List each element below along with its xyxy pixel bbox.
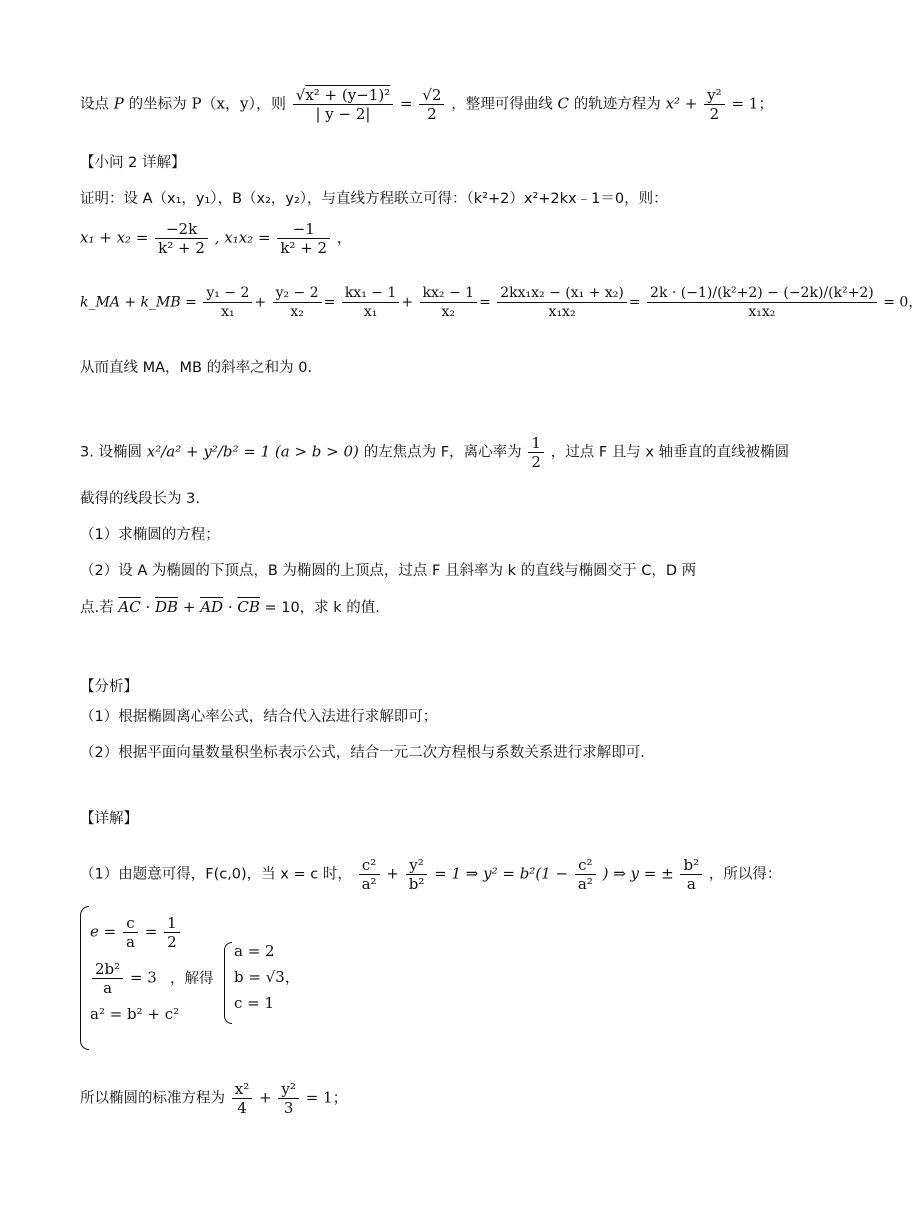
slope-sum-equation: k_MA + k_MB = $\frac{\text{y₁ − 2}}{\text{x₁}}$ + $\frac{\text{y₂ − 2}}{\text{x₂}}$ = $\frac{\text{kx₁ − 1}}{\text{x₁}}$ + $\frac{\text{kx₂ − 1}}{\text{x₂}}$ = $\frac{\text{2kx₁x₂ − (x₁ + x₂)}}{\text{x₁x₂}}$ = $\frac{\text{2k · (−1)/(k²+2) − (−2k)/(k²+2)}}{\text{x₁x₂}}$ = 0， <box>80 285 922 320</box>
solve-label: ，解得 <box>170 971 214 987</box>
question-2: （2）设 A 为椭圆的下顶点，B 为椭圆的上顶点，过点 F 且斜率为 k 的直线与椭圆交于 C，D 两 <box>80 563 697 579</box>
solution-a: a = 2 <box>234 942 275 960</box>
section-heading: 【小问 2 详解】 <box>80 155 186 171</box>
math-var: P <box>113 94 124 113</box>
analysis-1: （1）根据椭圆离心率公式，结合代入法进行求解即可； <box>80 709 438 725</box>
text: 的轨迹方程为 <box>573 96 661 113</box>
eccentricity-fraction: $\frac{1}{2}$ <box>528 434 544 471</box>
analysis-heading: 【分析】 <box>80 679 138 695</box>
fraction: $\frac{c}{a}$ <box>123 914 138 951</box>
standard-equation-line: 所以椭圆的标准方程为 $\frac{\text{x²}}{4}$ + $\frac{\text{y²}}{3}$ = 1； <box>80 1080 348 1117</box>
fraction-denominator: | y − 2| <box>315 105 371 123</box>
vector-AD: $\overline{AD}$ <box>200 598 224 616</box>
fraction: $\frac{\text{2k · (−1)/(k²+2) − (−2k)/(k²+2)}}{\text{x₁x₂}}$ <box>647 284 877 321</box>
question-1: （1）求椭圆的方程； <box>80 527 220 543</box>
fraction: $\frac{\text{c²}}{\text{a²}}$ <box>575 856 596 893</box>
text: 设点 <box>80 96 109 113</box>
fraction: $\frac{\text{kx₁ − 1}}{\text{x₁}}$ <box>342 284 400 321</box>
fraction: $\frac{\text{y²}}{3}$ <box>278 1080 299 1117</box>
system-line-1: e = $\frac{c}{a}$ = $\frac{1}{2}$ <box>90 914 182 951</box>
question-2-vector-condition: 点.若 $\overline{AC} \cdot \overline{DB} + \overline{AD} \cdot \overline{CB} = 10$，求 k 的值. <box>80 598 380 616</box>
math-text: x² + <box>665 94 698 113</box>
fraction: $\frac{\text{b²}}{a}$ <box>680 856 702 893</box>
ellipse-equation: x²/a² + y²/b² = 1 (a > b > 0) <box>146 442 359 461</box>
fraction: $\frac{\text{2b²}}{a}$ <box>92 960 123 997</box>
math-op: = <box>399 94 413 113</box>
conclusion-line: 从而直线 MA，MB 的斜率之和为 0. <box>80 360 313 376</box>
fraction: $\frac{\text{y₂ − 2}}{\text{x₂}}$ <box>273 284 322 321</box>
radical-fraction <box>293 86 393 123</box>
text: 的坐标为 <box>128 96 187 113</box>
math-text: P（x，y），则 <box>191 94 286 113</box>
trajectory-line <box>80 86 773 123</box>
problem-3-line2: 截得的线段长为 3. <box>80 491 200 507</box>
fraction: $\frac{\text{2kx₁x₂ − (x₁ + x₂)}}{\text{x₁x₂}}$ <box>497 284 627 321</box>
math-text: = 1； <box>731 94 774 113</box>
fraction: $\frac{\text{y²}}{\text{b²}}$ <box>406 856 428 893</box>
text: ，整理可得曲线 <box>451 96 553 113</box>
fraction: $\frac{\text{y₁ − 2}}{\text{x₁}}$ <box>203 284 252 321</box>
system-line-2: $\frac{\text{2b²}}{a}$ = 3 <box>90 960 157 997</box>
fraction: $\frac{1}{2}$ <box>164 914 180 951</box>
sum-fraction: $\frac{-2k}{\text{k² + 2}}$ <box>155 220 208 257</box>
solution-c: c = 1 <box>234 994 275 1012</box>
fraction-numerator: √x² + (y−1)² <box>293 86 393 105</box>
vieta-formulas: x₁ + x₂ = $\frac{-2k}{\text{k² + 2}}$ , x₁x₂ = $\frac{-1}{\text{k² + 2}}$ ， <box>80 220 352 257</box>
fraction: $\frac{\text{kx₂ − 1}}{\text{x₂}}$ <box>420 284 478 321</box>
detail-heading: 【详解】 <box>80 811 138 827</box>
detail-1-line: （1）由题意可得，F(c,0)，当 x = c 时， $\frac{\text{c²}}{\text{a²}}$ + $\frac{\text{y²}}{\text{b²}}$ = 1 ⇒ y² = b²(1 − $\frac{\text{c²}}{\text{a²}}$ ) ⇒ y = ± $\frac{\text{b²}}{a}$ ，所以得： <box>80 856 782 893</box>
y2-over-2-fraction: $\frac{\text{y²}}{2}$ <box>704 86 725 123</box>
product-fraction: $\frac{-1}{\text{k² + 2}}$ <box>277 220 330 257</box>
system-bracket <box>80 906 89 1050</box>
math-var: C <box>557 94 569 113</box>
vector-CB: $\overline{CB}$ <box>237 598 260 616</box>
sqrt2-fraction: $\frac{√2}{2}$ <box>419 86 444 123</box>
fraction: $\frac{\text{x²}}{4}$ <box>232 1080 252 1117</box>
fraction: $\frac{\text{c²}}{\text{a²}}$ <box>359 856 380 893</box>
solution-bracket <box>224 942 232 1024</box>
vector-DB: $\overline{DB}$ <box>155 598 179 616</box>
solution-b: b = √3， <box>234 968 300 986</box>
problem-3-statement: 3. 设椭圆 x²/a² + y²/b² = 1 (a > b > 0) 的左焦点为 F，离心率为 $\frac{1}{2}$ ，过点 F 且与 x 轴垂直的直线被椭圆 <box>80 434 790 471</box>
analysis-2: （2）根据平面向量数量积坐标表示公式，结合一元二次方程根与系数关系进行求解即可. <box>80 745 645 761</box>
system-line-3: a² = b² + c² <box>90 1005 180 1023</box>
vector-AC: $\overline{AC}$ <box>118 598 141 616</box>
proof-line: 证明：设 A（x₁，y₁），B（x₂，y₂），与直线方程联立可得：（k²+2）x²+2kx﹣1＝0，则： <box>80 191 668 207</box>
